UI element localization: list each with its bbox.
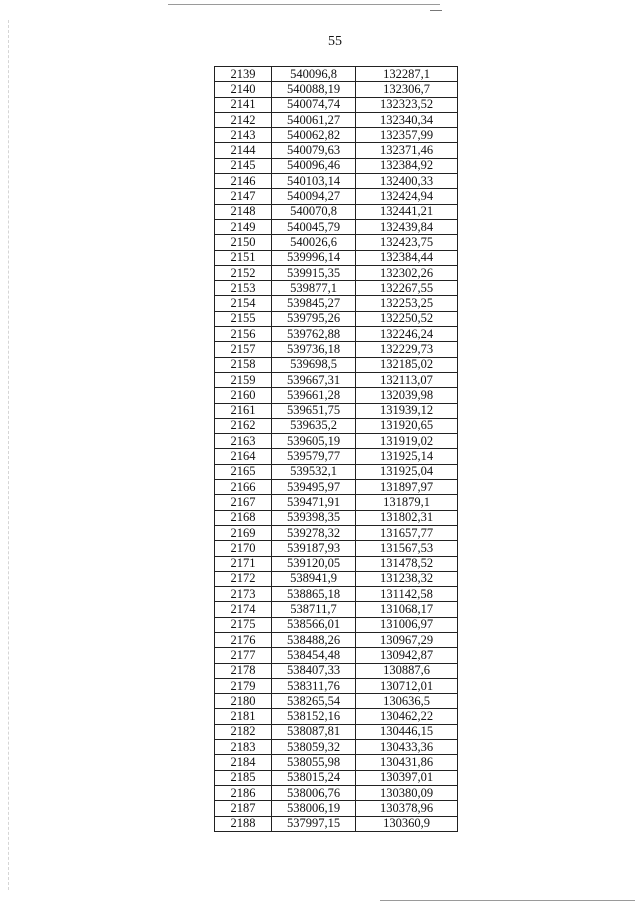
table-row [215, 801, 458, 816]
table-row [215, 755, 458, 770]
table-row [215, 709, 458, 724]
y-coordinate-cell: 132384,44 [356, 250, 458, 265]
table-row [215, 587, 458, 602]
y-coordinate-cell: 132423,75 [356, 235, 458, 250]
x-coordinate-cell: 538941,9 [272, 571, 356, 586]
x-coordinate-cell: 539996,14 [272, 250, 356, 265]
point-number-cell: 2165 [215, 464, 272, 479]
x-coordinate-cell: 539471,91 [272, 495, 356, 510]
point-number-cell: 2163 [215, 434, 272, 449]
y-coordinate-cell: 132323,52 [356, 97, 458, 112]
x-coordinate-cell: 538488,26 [272, 632, 356, 647]
y-coordinate-cell: 130431,86 [356, 755, 458, 770]
y-coordinate-cell: 132357,99 [356, 128, 458, 143]
point-number-cell: 2175 [215, 617, 272, 632]
x-coordinate-cell: 539877,1 [272, 281, 356, 296]
point-number-cell: 2161 [215, 403, 272, 418]
y-coordinate-cell: 131920,65 [356, 418, 458, 433]
x-coordinate-cell: 540074,74 [272, 97, 356, 112]
point-number-cell: 2177 [215, 648, 272, 663]
point-number-cell: 2172 [215, 571, 272, 586]
y-coordinate-cell: 132039,98 [356, 388, 458, 403]
table-row [215, 372, 458, 387]
table-row [215, 82, 458, 97]
point-number-cell: 2149 [215, 219, 272, 234]
table-row [215, 464, 458, 479]
point-number-cell: 2141 [215, 97, 272, 112]
y-coordinate-cell: 131897,97 [356, 480, 458, 495]
point-number-cell: 2185 [215, 770, 272, 785]
x-coordinate-cell: 540096,46 [272, 158, 356, 173]
point-number-cell: 2152 [215, 265, 272, 280]
table-row [215, 265, 458, 280]
table-row [215, 556, 458, 571]
point-number-cell: 2140 [215, 82, 272, 97]
point-number-cell: 2176 [215, 632, 272, 647]
scan-edge-bottom [380, 900, 635, 901]
y-coordinate-cell: 132340,34 [356, 112, 458, 127]
x-coordinate-cell: 538006,19 [272, 801, 356, 816]
point-number-cell: 2188 [215, 816, 272, 831]
y-coordinate-cell: 131879,1 [356, 495, 458, 510]
y-coordinate-cell: 132424,94 [356, 189, 458, 204]
point-number-cell: 2169 [215, 525, 272, 540]
y-coordinate-cell: 130433,36 [356, 740, 458, 755]
y-coordinate-cell: 131142,58 [356, 587, 458, 602]
x-coordinate-cell: 540079,63 [272, 143, 356, 158]
x-coordinate-cell: 537997,15 [272, 816, 356, 831]
point-number-cell: 2168 [215, 510, 272, 525]
x-coordinate-cell: 539605,19 [272, 434, 356, 449]
x-coordinate-cell: 538711,7 [272, 602, 356, 617]
x-coordinate-cell: 539795,26 [272, 311, 356, 326]
x-coordinate-cell: 538865,18 [272, 587, 356, 602]
x-coordinate-cell: 538006,76 [272, 785, 356, 800]
point-number-cell: 2155 [215, 311, 272, 326]
x-coordinate-cell: 540045,79 [272, 219, 356, 234]
x-coordinate-cell: 539120,05 [272, 556, 356, 571]
x-coordinate-cell: 540062,82 [272, 128, 356, 143]
y-coordinate-cell: 132113,07 [356, 372, 458, 387]
point-number-cell: 2180 [215, 694, 272, 709]
point-number-cell: 2148 [215, 204, 272, 219]
x-coordinate-cell: 540096,8 [272, 67, 356, 82]
table-row [215, 311, 458, 326]
point-number-cell: 2147 [215, 189, 272, 204]
x-coordinate-cell: 539667,31 [272, 372, 356, 387]
y-coordinate-cell: 131939,12 [356, 403, 458, 418]
table-row [215, 357, 458, 372]
point-number-cell: 2181 [215, 709, 272, 724]
y-coordinate-cell: 131238,32 [356, 571, 458, 586]
point-number-cell: 2144 [215, 143, 272, 158]
point-number-cell: 2179 [215, 678, 272, 693]
y-coordinate-cell: 132246,24 [356, 327, 458, 342]
y-coordinate-cell: 131068,17 [356, 602, 458, 617]
x-coordinate-cell: 538087,81 [272, 724, 356, 739]
point-number-cell: 2174 [215, 602, 272, 617]
point-number-cell: 2171 [215, 556, 272, 571]
table-row [215, 740, 458, 755]
point-number-cell: 2166 [215, 480, 272, 495]
point-number-cell: 2143 [215, 128, 272, 143]
table-row [215, 219, 458, 234]
x-coordinate-cell: 540103,14 [272, 174, 356, 189]
x-coordinate-cell: 540061,27 [272, 112, 356, 127]
x-coordinate-cell: 540088,19 [272, 82, 356, 97]
coordinates-table-body [215, 67, 458, 832]
table-row [215, 617, 458, 632]
point-number-cell: 2158 [215, 357, 272, 372]
x-coordinate-cell: 538311,76 [272, 678, 356, 693]
table-row [215, 602, 458, 617]
table-row [215, 143, 458, 158]
y-coordinate-cell: 132267,55 [356, 281, 458, 296]
point-number-cell: 2173 [215, 587, 272, 602]
table-row [215, 480, 458, 495]
table-row [215, 770, 458, 785]
y-coordinate-cell: 131478,52 [356, 556, 458, 571]
y-coordinate-cell: 131567,53 [356, 541, 458, 556]
table-row [215, 327, 458, 342]
table-row [215, 678, 458, 693]
point-number-cell: 2156 [215, 327, 272, 342]
table-row [215, 449, 458, 464]
x-coordinate-cell: 539651,75 [272, 403, 356, 418]
scan-edge-top [168, 4, 440, 5]
table-row [215, 571, 458, 586]
point-number-cell: 2160 [215, 388, 272, 403]
x-coordinate-cell: 539532,1 [272, 464, 356, 479]
table-row [215, 632, 458, 647]
x-coordinate-cell: 539187,93 [272, 541, 356, 556]
point-number-cell: 2142 [215, 112, 272, 127]
point-number-cell: 2146 [215, 174, 272, 189]
table-row [215, 510, 458, 525]
point-number-cell: 2153 [215, 281, 272, 296]
y-coordinate-cell: 130967,29 [356, 632, 458, 647]
x-coordinate-cell: 538454,48 [272, 648, 356, 663]
table-row [215, 296, 458, 311]
y-coordinate-cell: 130378,96 [356, 801, 458, 816]
table-row [215, 495, 458, 510]
scan-edge-left [8, 20, 9, 890]
x-coordinate-cell: 539661,28 [272, 388, 356, 403]
point-number-cell: 2154 [215, 296, 272, 311]
y-coordinate-cell: 132371,46 [356, 143, 458, 158]
table-row [215, 785, 458, 800]
y-coordinate-cell: 130887,6 [356, 663, 458, 678]
y-coordinate-cell: 131802,31 [356, 510, 458, 525]
table-row [215, 174, 458, 189]
y-coordinate-cell: 132250,52 [356, 311, 458, 326]
x-coordinate-cell: 539278,32 [272, 525, 356, 540]
x-coordinate-cell: 538265,54 [272, 694, 356, 709]
table-row [215, 388, 458, 403]
table-row [215, 434, 458, 449]
table-row [215, 816, 458, 831]
table-row [215, 67, 458, 82]
x-coordinate-cell: 539495,97 [272, 480, 356, 495]
x-coordinate-cell: 539398,35 [272, 510, 356, 525]
point-number-cell: 2183 [215, 740, 272, 755]
y-coordinate-cell: 130446,15 [356, 724, 458, 739]
table-row [215, 158, 458, 173]
y-coordinate-cell: 132185,02 [356, 357, 458, 372]
y-coordinate-cell: 132253,25 [356, 296, 458, 311]
table-row [215, 403, 458, 418]
x-coordinate-cell: 539635,2 [272, 418, 356, 433]
x-coordinate-cell: 538059,32 [272, 740, 356, 755]
page-number: 55 [328, 34, 342, 49]
x-coordinate-cell: 538152,16 [272, 709, 356, 724]
table-row [215, 724, 458, 739]
y-coordinate-cell: 130462,22 [356, 709, 458, 724]
table-row [215, 204, 458, 219]
table-row [215, 128, 458, 143]
table-row [215, 189, 458, 204]
point-number-cell: 2182 [215, 724, 272, 739]
x-coordinate-cell: 540070,8 [272, 204, 356, 219]
table-row [215, 694, 458, 709]
table-row [215, 235, 458, 250]
table-row [215, 97, 458, 112]
y-coordinate-cell: 130380,09 [356, 785, 458, 800]
point-number-cell: 2184 [215, 755, 272, 770]
y-coordinate-cell: 131657,77 [356, 525, 458, 540]
point-number-cell: 2167 [215, 495, 272, 510]
point-number-cell: 2139 [215, 67, 272, 82]
y-coordinate-cell: 132441,21 [356, 204, 458, 219]
point-number-cell: 2187 [215, 801, 272, 816]
x-coordinate-cell: 538015,24 [272, 770, 356, 785]
table-row [215, 541, 458, 556]
x-coordinate-cell: 540094,27 [272, 189, 356, 204]
y-coordinate-cell: 130636,5 [356, 694, 458, 709]
y-coordinate-cell: 132287,1 [356, 67, 458, 82]
x-coordinate-cell: 539579,77 [272, 449, 356, 464]
y-coordinate-cell: 131925,04 [356, 464, 458, 479]
table-row [215, 418, 458, 433]
table-row [215, 342, 458, 357]
point-number-cell: 2162 [215, 418, 272, 433]
coordinates-table [214, 66, 458, 832]
point-number-cell: 2186 [215, 785, 272, 800]
table-row [215, 525, 458, 540]
y-coordinate-cell: 130712,01 [356, 678, 458, 693]
y-coordinate-cell: 132384,92 [356, 158, 458, 173]
y-coordinate-cell: 130942,87 [356, 648, 458, 663]
x-coordinate-cell: 540026,6 [272, 235, 356, 250]
y-coordinate-cell: 132400,33 [356, 174, 458, 189]
point-number-cell: 2159 [215, 372, 272, 387]
y-coordinate-cell: 132302,26 [356, 265, 458, 280]
point-number-cell: 2170 [215, 541, 272, 556]
y-coordinate-cell: 131925,14 [356, 449, 458, 464]
table-row [215, 112, 458, 127]
y-coordinate-cell: 130397,01 [356, 770, 458, 785]
x-coordinate-cell: 539762,88 [272, 327, 356, 342]
table-row [215, 663, 458, 678]
x-coordinate-cell: 538407,33 [272, 663, 356, 678]
y-coordinate-cell: 131006,97 [356, 617, 458, 632]
table-row [215, 281, 458, 296]
point-number-cell: 2151 [215, 250, 272, 265]
point-number-cell: 2150 [215, 235, 272, 250]
point-number-cell: 2164 [215, 449, 272, 464]
table-row [215, 648, 458, 663]
x-coordinate-cell: 539698,5 [272, 357, 356, 372]
table-row [215, 250, 458, 265]
x-coordinate-cell: 538566,01 [272, 617, 356, 632]
x-coordinate-cell: 539845,27 [272, 296, 356, 311]
point-number-cell: 2157 [215, 342, 272, 357]
point-number-cell: 2178 [215, 663, 272, 678]
x-coordinate-cell: 539915,35 [272, 265, 356, 280]
y-coordinate-cell: 132439,84 [356, 219, 458, 234]
y-coordinate-cell: 132229,73 [356, 342, 458, 357]
y-coordinate-cell: 130360,9 [356, 816, 458, 831]
point-number-cell: 2145 [215, 158, 272, 173]
y-coordinate-cell: 131919,02 [356, 434, 458, 449]
x-coordinate-cell: 539736,18 [272, 342, 356, 357]
x-coordinate-cell: 538055,98 [272, 755, 356, 770]
scan-mark-top [430, 10, 442, 11]
y-coordinate-cell: 132306,7 [356, 82, 458, 97]
